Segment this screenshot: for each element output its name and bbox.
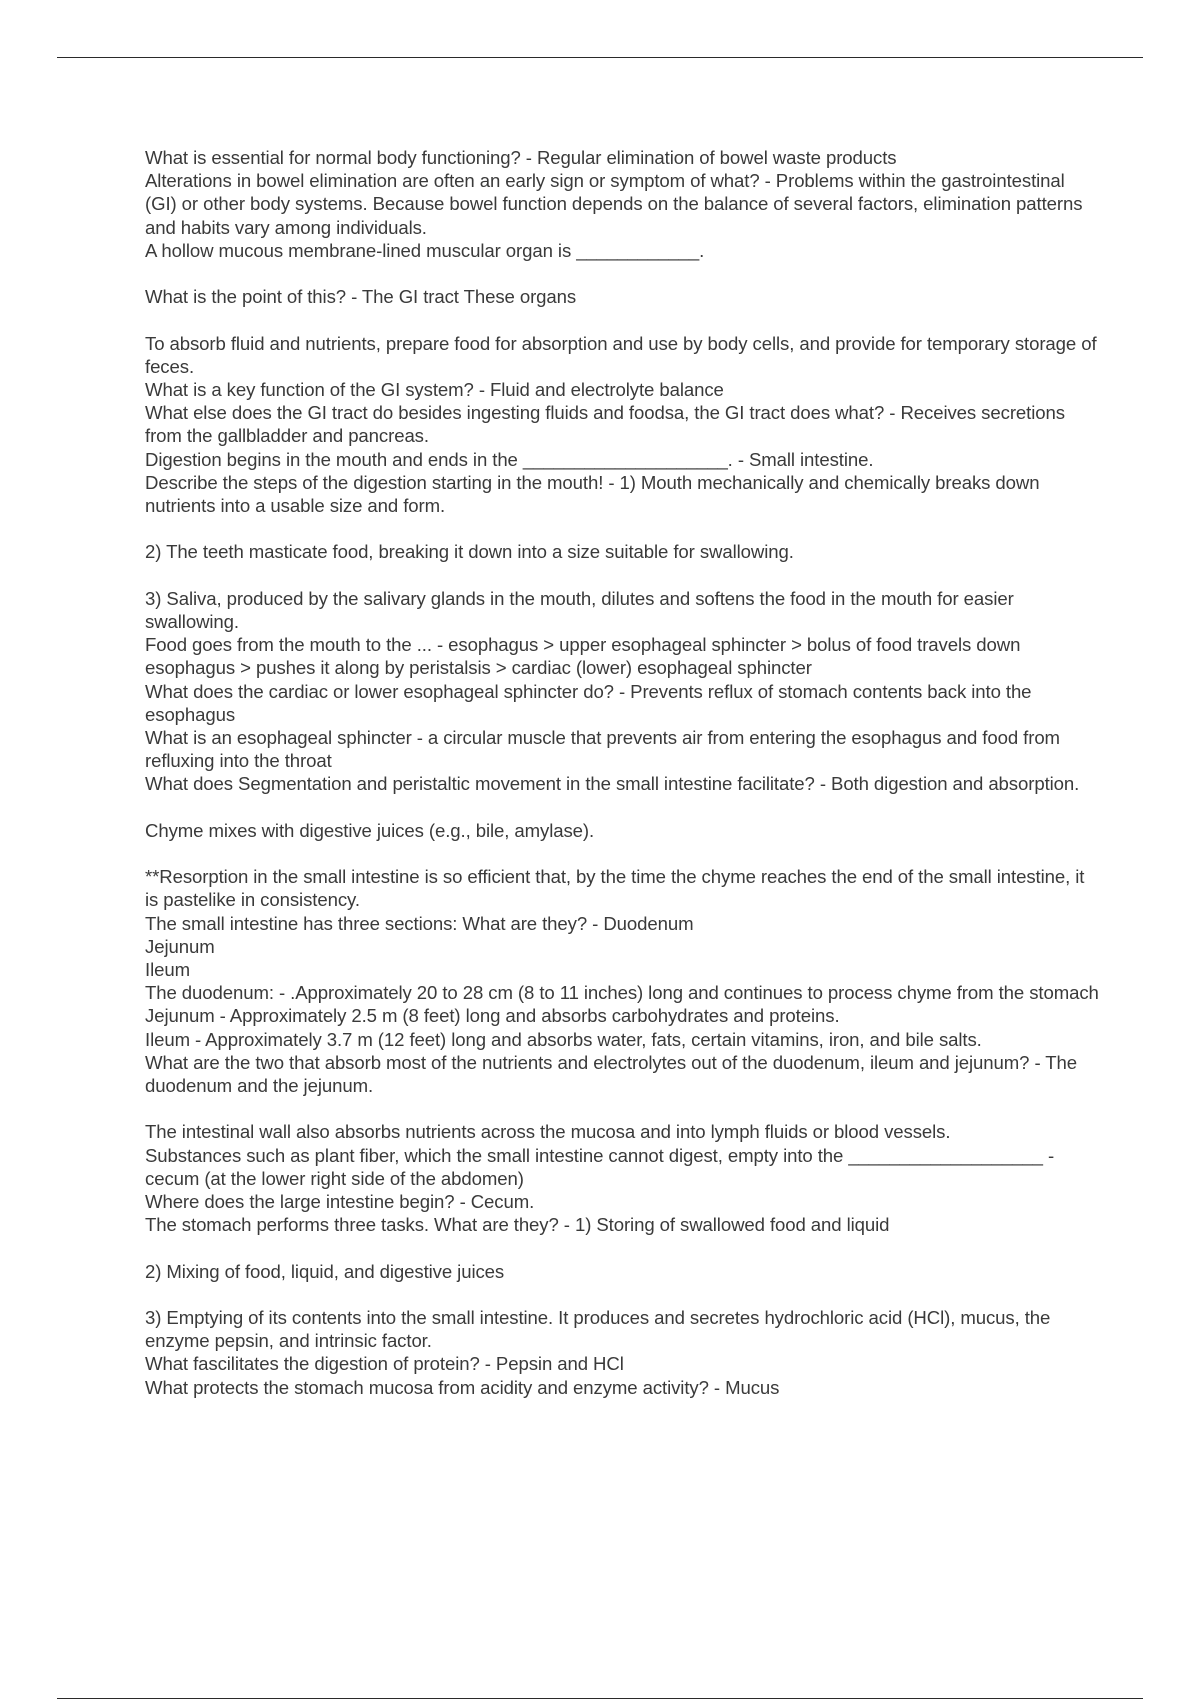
text-line: Digestion begins in the mouth and ends in the ____________________. - Small intestine. xyxy=(145,448,874,470)
text-line: What does the cardiac or lower esophageal sphincter do? - Prevents reflux of stomach contents back into the esophagus xyxy=(145,680,1032,725)
text-line: Where does the large intestine begin? - Cecum. xyxy=(145,1191,535,1213)
blank-line xyxy=(145,1236,1100,1259)
blank-line xyxy=(145,564,1100,587)
text-line: Jejunum xyxy=(145,935,215,957)
blank-line xyxy=(145,1097,1100,1120)
text-line: Food goes from the mouth to the ... - esophagus > upper esophageal sphincter > bolus of food travels down esophagus > pushes it along by peristalsis > cardiac (lower) esophageal sphincter xyxy=(145,634,1021,679)
text-line: What is an esophageal sphincter - a circular muscle that prevents air from entering the esophagus and food from refluxing into the throat xyxy=(145,727,1060,772)
text-line: Alterations in bowel elimination are often an early sign or symptom of what? - Problems within the gastrointestinal (GI) or other body systems. Because bowel function depends on the balance of several factors, elimination patterns and habits vary among individuals. xyxy=(145,170,1083,238)
text-line: The small intestine has three sections: What are they? - Duodenum xyxy=(145,912,694,934)
header-rule xyxy=(57,57,1143,58)
text-line: 2) The teeth masticate food, breaking it down into a size suitable for swallowing. xyxy=(145,541,794,563)
text-line: What does Segmentation and peristaltic movement in the small intestine facilitate? - Both digestion and absorption. xyxy=(145,773,1080,795)
text-line: What protects the stomach mucosa from acidity and enzyme activity? - Mucus xyxy=(145,1376,780,1398)
blank-line xyxy=(145,796,1100,819)
text-line: What is a key function of the GI system? - Fluid and electrolyte balance xyxy=(145,379,724,400)
blank-line xyxy=(145,308,1100,331)
text-line: Ileum - Approximately 3.7 m (12 feet) long and absorbs water, fats, certain vitamins, iron, and bile salts. xyxy=(145,1028,982,1050)
text-line: 3) Emptying of its contents into the small intestine. It produces and secretes hydrochloric acid (HCl), mucus, the enzyme pepsin, and intrinsic factor. xyxy=(145,1307,1051,1352)
text-line: Substances such as plant fiber, which the small intestine cannot digest, empty into the ___________________ - cecum (at the lower right side of the abdomen) xyxy=(145,1144,1055,1189)
text-line: Describe the steps of the digestion starting in the mouth! - 1) Mouth mechanically and chemically breaks down nutrients into a usable size and form. xyxy=(145,471,1040,517)
text-line: A hollow mucous membrane-lined muscular organ is ____________. xyxy=(145,239,705,261)
text-line: To absorb fluid and nutrients, prepare food for absorption and use by body cells, and provide for temporary storage of feces. xyxy=(145,332,1097,377)
text-line: What are the two that absorb most of the nutrients and electrolytes out of the duodenum, ileum and jejunum? - The duodenum and the jejunum. xyxy=(145,1051,1078,1097)
text-line: **Resorption in the small intestine is so efficient that, by the time the chyme reaches the end of the small intestine, it is pastelike in consistency. xyxy=(145,866,1085,911)
text-line: Chyme mixes with digestive juices (e.g., bile, amylase). xyxy=(145,819,595,841)
blank-line xyxy=(145,262,1100,285)
document-body xyxy=(145,146,1100,1399)
text-line: What else does the GI tract do besides ingesting fluids and foodsa, the GI tract does what? - Receives secretions from the gallbladder and pancreas. xyxy=(145,402,1065,447)
blank-line xyxy=(145,842,1100,865)
text-line: What fascilitates the digestion of protein? - Pepsin and HCl xyxy=(145,1353,624,1375)
text-line: The intestinal wall also absorbs nutrients across the mucosa and into lymph fluids or blood vessels. xyxy=(145,1121,951,1143)
blank-line xyxy=(145,1283,1100,1306)
text-line: Jejunum - Approximately 2.5 m (8 feet) long and absorbs carbohydrates and proteins. xyxy=(145,1005,840,1027)
text-line: The stomach performs three tasks. What are they? - 1) Storing of swallowed food and liquid xyxy=(145,1214,890,1236)
text-line: What is the point of this? - The GI tract These organs xyxy=(145,286,577,308)
blank-line xyxy=(145,517,1100,540)
text-line: Ileum xyxy=(145,959,190,981)
text-line: What is essential for normal body functioning? - Regular elimination of bowel waste products xyxy=(145,147,897,168)
text-line: The duodenum: - .Approximately 20 to 28 cm (8 to 11 inches) long and continues to process chyme from the stomach xyxy=(145,982,1099,1004)
text-line: 2) Mixing of food, liquid, and digestive juices xyxy=(145,1260,505,1282)
footer-rule xyxy=(57,1698,1143,1699)
text-line: 3) Saliva, produced by the salivary glands in the mouth, dilutes and softens the food in the mouth for easier swallowing. xyxy=(145,587,1014,632)
